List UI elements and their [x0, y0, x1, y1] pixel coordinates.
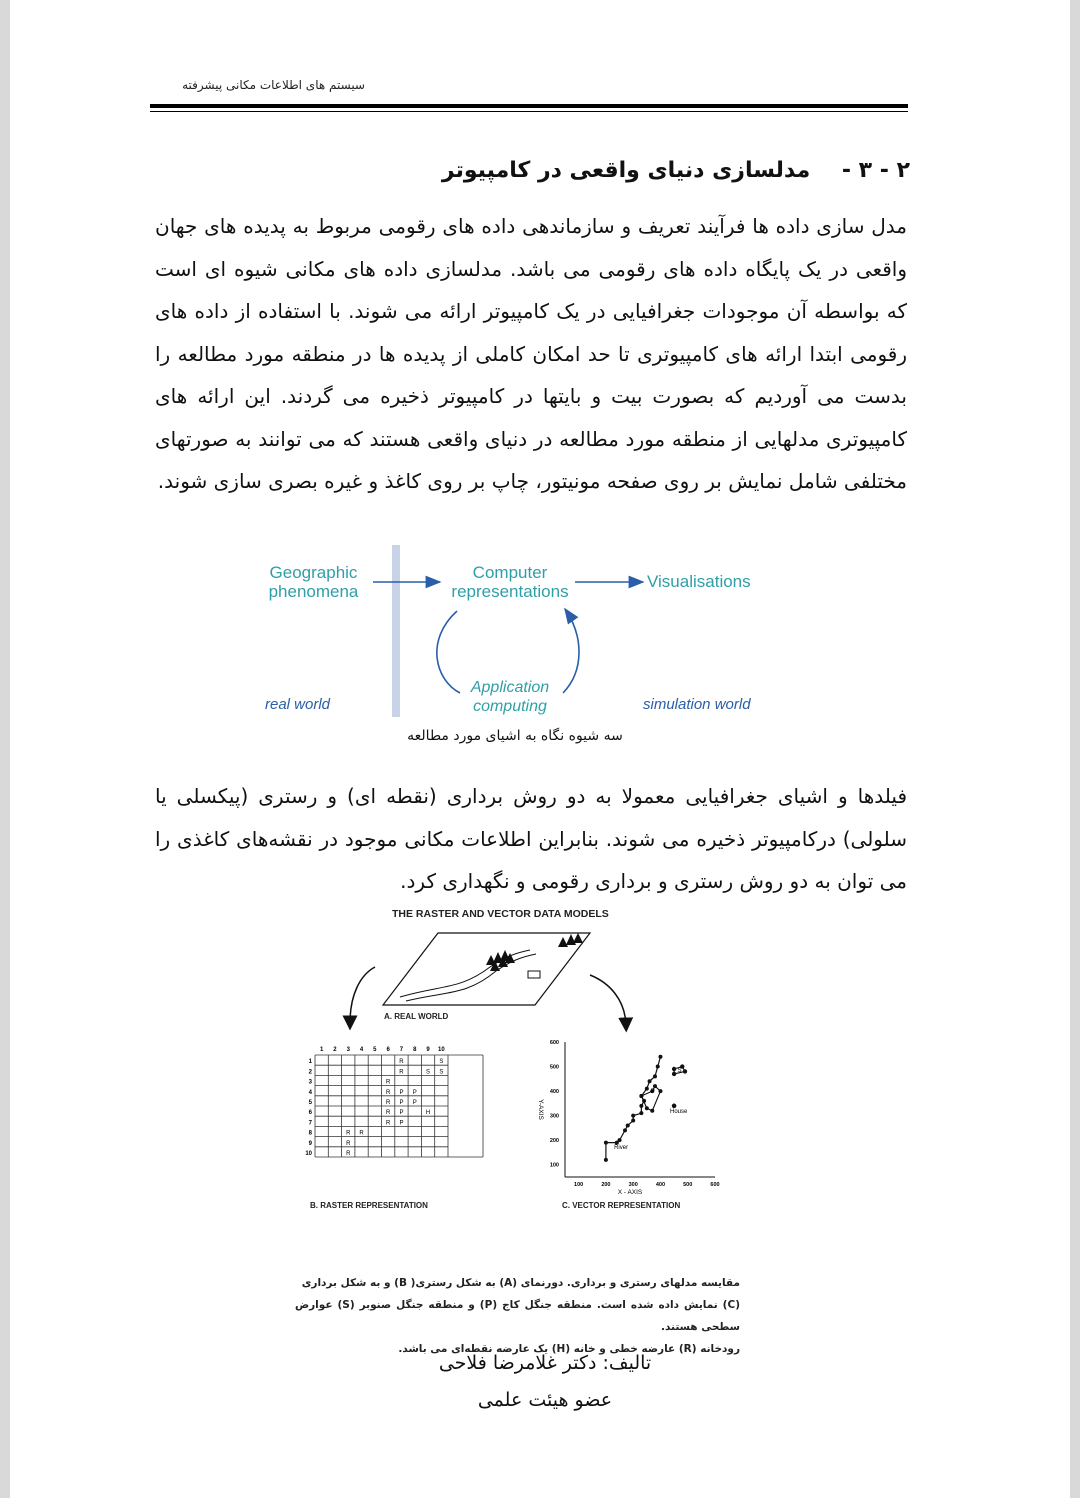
- raster-column-number: 6: [386, 1047, 390, 1053]
- vector-y-tick: 600: [549, 1040, 559, 1046]
- label-computer-representations: Computer representations: [451, 563, 569, 601]
- vector-plot: [537, 1040, 720, 1196]
- raster-column-number: 7: [399, 1047, 404, 1053]
- vector-y-tick: 300: [549, 1113, 559, 1120]
- vector-y-tick: 400: [549, 1089, 559, 1096]
- raster-row-number: 8: [308, 1130, 312, 1137]
- raster-cell-value: P: [412, 1089, 417, 1096]
- vector-x-tick: 100: [574, 1182, 584, 1188]
- vector-river-vertex: [604, 1158, 608, 1162]
- vector-x-tick: 200: [601, 1182, 611, 1188]
- vector-river-label: River: [614, 1144, 629, 1151]
- vector-x-tick: 600: [710, 1182, 720, 1188]
- body-paragraph-1: مدل سازی داده ها فرآیند تعریف و سازماندهی داده های رقومی مربوط به پدیده های جهان واقعی در یک پایگاه داده های رقومی می باشد. مدلسازی داده های مکانی شیوه ای است که بواسطه آن موجودات جغرافیایی در یک کامپیوتر ارائه می شوند. با استفاده از داده های رقومی ابتدا ارائه های کامپیوتری تا حد امکان کاملی از پدیده ها در منطقه مورد مطالعه را بدست می آوردیم که بصورت بیت و بایتها در کامپیوتر ذخیره می گردند. این ارائه های کامپیوتری مدلهایی از منطقه مورد مطالعه در دنیای واقعی هستند که می توانند به صورتهای مختلفی شامل نمایش بر روی صفحه مونیتور، چاپ بر روی کاغذ و غیره بصری سازی شوند.: [155, 214, 907, 493]
- raster-column-number: 2: [333, 1047, 337, 1053]
- raster-row-number: 6: [308, 1110, 312, 1117]
- vector-y-tick: 100: [549, 1162, 559, 1169]
- vector-x-tick: 400: [655, 1182, 666, 1188]
- raster-cell-value: S: [426, 1069, 431, 1076]
- vector-forest-vertex: [658, 1089, 662, 1093]
- vector-river-vertex: [626, 1123, 630, 1127]
- raster-cell-value: P: [399, 1100, 404, 1106]
- vector-river-vertex: [639, 1104, 643, 1108]
- page-edge-right: [1070, 0, 1080, 1498]
- raster-column-number: 5: [373, 1047, 377, 1053]
- running-header: سیستم های اطلاعات مکانی پیشرفته: [182, 78, 365, 92]
- raster-row-number: 5: [308, 1100, 312, 1106]
- label-simulation-world: simulation world: [643, 696, 751, 713]
- figure-raster-vector: [290, 905, 740, 1215]
- vector-river-vertex: [656, 1065, 660, 1069]
- vector-y-tick: 500: [549, 1064, 559, 1071]
- raster-cell-value: R: [399, 1059, 404, 1066]
- raster-column-number: 9: [426, 1047, 430, 1053]
- vector-y-axis-label: Y-AXIS: [537, 1099, 544, 1120]
- figure2-caption: [295, 1272, 740, 1360]
- label-raster-representation: B. RASTER REPRESENTATION: [310, 1201, 428, 1210]
- real-world-trees: [486, 933, 583, 971]
- raster-cell-value: R: [346, 1151, 351, 1157]
- raster-row-number: 10: [305, 1151, 312, 1157]
- raster-cell-value: P: [399, 1110, 404, 1117]
- vector-pine-label: P: [650, 1089, 655, 1096]
- vector-spruce-vertex: [672, 1072, 676, 1076]
- label-vector-representation: C. VECTOR REPRESENTATION: [562, 1201, 681, 1210]
- vector-house-point: [672, 1104, 677, 1109]
- page-edge-left: [0, 0, 10, 1498]
- section-heading: [150, 158, 910, 183]
- figure-modelling-concept: [245, 545, 775, 725]
- label-real-world-a: A. REAL WORLD: [384, 1012, 449, 1021]
- raster-cell-value: R: [385, 1110, 391, 1117]
- vector-river-vertex: [653, 1074, 657, 1078]
- vector-forest-vertex: [645, 1106, 649, 1110]
- vector-forest-vertex: [639, 1094, 643, 1098]
- vector-river-vertex: [658, 1055, 662, 1059]
- raster-cell-value: P: [412, 1100, 417, 1106]
- body-paragraph-2: فیلدها و اشیای جغرافیایی معمولا به دو روش برداری (نقطه ای) و رستری (پیکسلی یا سلولی) درکامپیوتر ذخیره می شوند. بنابراین اطلاعات مکانی موجود در نقشه‌های کاغذی را می توان به دو روش رستری و برداری رقومی و نگهداری کرد.: [155, 784, 907, 893]
- raster-column-number: 4: [359, 1047, 364, 1053]
- real-world-house: [528, 971, 540, 978]
- raster-cell-value: H: [425, 1110, 431, 1117]
- raster-cell-value: R: [385, 1120, 391, 1127]
- raster-cell-value: R: [385, 1100, 391, 1106]
- arrow-to-vector: [590, 975, 626, 1025]
- author-name: تالیف: دکتر غلامرضا فلاحی: [438, 1352, 652, 1374]
- vector-x-tick: 300: [628, 1182, 638, 1188]
- vector-river-vertex: [639, 1111, 643, 1115]
- raster-column-number: 3: [346, 1047, 350, 1053]
- raster-cell-value: R: [346, 1140, 351, 1147]
- real-world-river-2: [406, 954, 536, 1001]
- vector-x-tick: 500: [683, 1182, 693, 1188]
- vector-forest-vertex: [650, 1109, 654, 1113]
- vector-river-vertex: [623, 1128, 627, 1132]
- header-rule-thick: [150, 104, 908, 108]
- vector-x-axis-label: X - AXIS: [617, 1189, 643, 1196]
- label-application-computing: Application computing: [470, 679, 550, 715]
- figure2-graphics: [290, 905, 740, 1215]
- raster-cell-value: R: [385, 1079, 391, 1086]
- vector-spruce-vertex: [683, 1069, 687, 1073]
- vector-river-vertex: [604, 1141, 608, 1145]
- vector-river-vertex: [631, 1114, 635, 1118]
- author-affiliation: عضو هیئت علمی: [477, 1389, 613, 1411]
- raster-cell-value: S: [439, 1069, 444, 1076]
- raster-row-number: 2: [308, 1069, 312, 1076]
- vector-house-label: House: [670, 1109, 688, 1116]
- world-divider-bar: [392, 545, 400, 717]
- raster-row-number: 7: [308, 1120, 312, 1127]
- raster-column-number: 1: [319, 1047, 324, 1053]
- label-real-world: real world: [265, 696, 331, 713]
- raster-column-number: 10: [438, 1047, 445, 1053]
- raster-cell-value: P: [399, 1120, 404, 1127]
- section-number: ۲ - ۳ -: [841, 158, 910, 183]
- figure1-caption: سه شیوه نگاه به اشیای مورد مطالعه: [407, 728, 623, 744]
- vector-forest-vertex: [653, 1084, 657, 1088]
- section-title: مدلسازی دنیای واقعی در کامپیوتر: [441, 158, 811, 183]
- figure2-caption-line1: مقایسه مدلهای رستری و برداری. دورنمای (A) به شکل رستری( B) و به شکل برداری: [301, 1277, 740, 1289]
- label-geographic-phenomena: Geographic phenomena: [268, 563, 359, 601]
- vector-spruce-vertex: [672, 1067, 676, 1071]
- vector-river-vertex: [618, 1138, 622, 1142]
- raster-cell-value: R: [399, 1069, 404, 1076]
- raster-cell-value: P: [399, 1089, 404, 1096]
- raster-cell-value: R: [359, 1130, 364, 1137]
- raster-column-number: 8: [413, 1047, 417, 1053]
- raster-row-number: 1: [308, 1059, 312, 1066]
- label-visualisations: Visualisations: [647, 572, 751, 591]
- raster-row-number: 3: [308, 1079, 312, 1086]
- raster-cell-value: S: [439, 1059, 444, 1066]
- vector-river-vertex: [648, 1079, 652, 1083]
- raster-row-number: 9: [308, 1140, 312, 1147]
- figure2-caption-line2: (C) نمایش داده شده است. منطقه جنگل کاج (P) و منطقه جنگل صنوبر (S) عوارض سطحی هستند.: [295, 1299, 740, 1333]
- raster-cell-value: R: [385, 1089, 391, 1096]
- arrow-to-raster: [350, 967, 375, 1023]
- figure2-title: THE RASTER AND VECTOR DATA MODELS: [392, 908, 609, 920]
- vector-river-vertex: [631, 1119, 635, 1123]
- vector-spruce-label: S: [677, 1068, 682, 1075]
- vector-river-vertex: [645, 1087, 649, 1091]
- vector-y-tick: 200: [549, 1138, 559, 1145]
- header-rule-thin: [150, 111, 908, 112]
- figure2-caption-line3: رودخانه (R) عارضه خطی و خانه (H) یک عارضه نقطه‌ای می باشد.: [398, 1343, 740, 1355]
- raster-cell-value: R: [346, 1130, 351, 1137]
- raster-row-number: 4: [308, 1089, 312, 1096]
- raster-grid: [305, 1047, 483, 1157]
